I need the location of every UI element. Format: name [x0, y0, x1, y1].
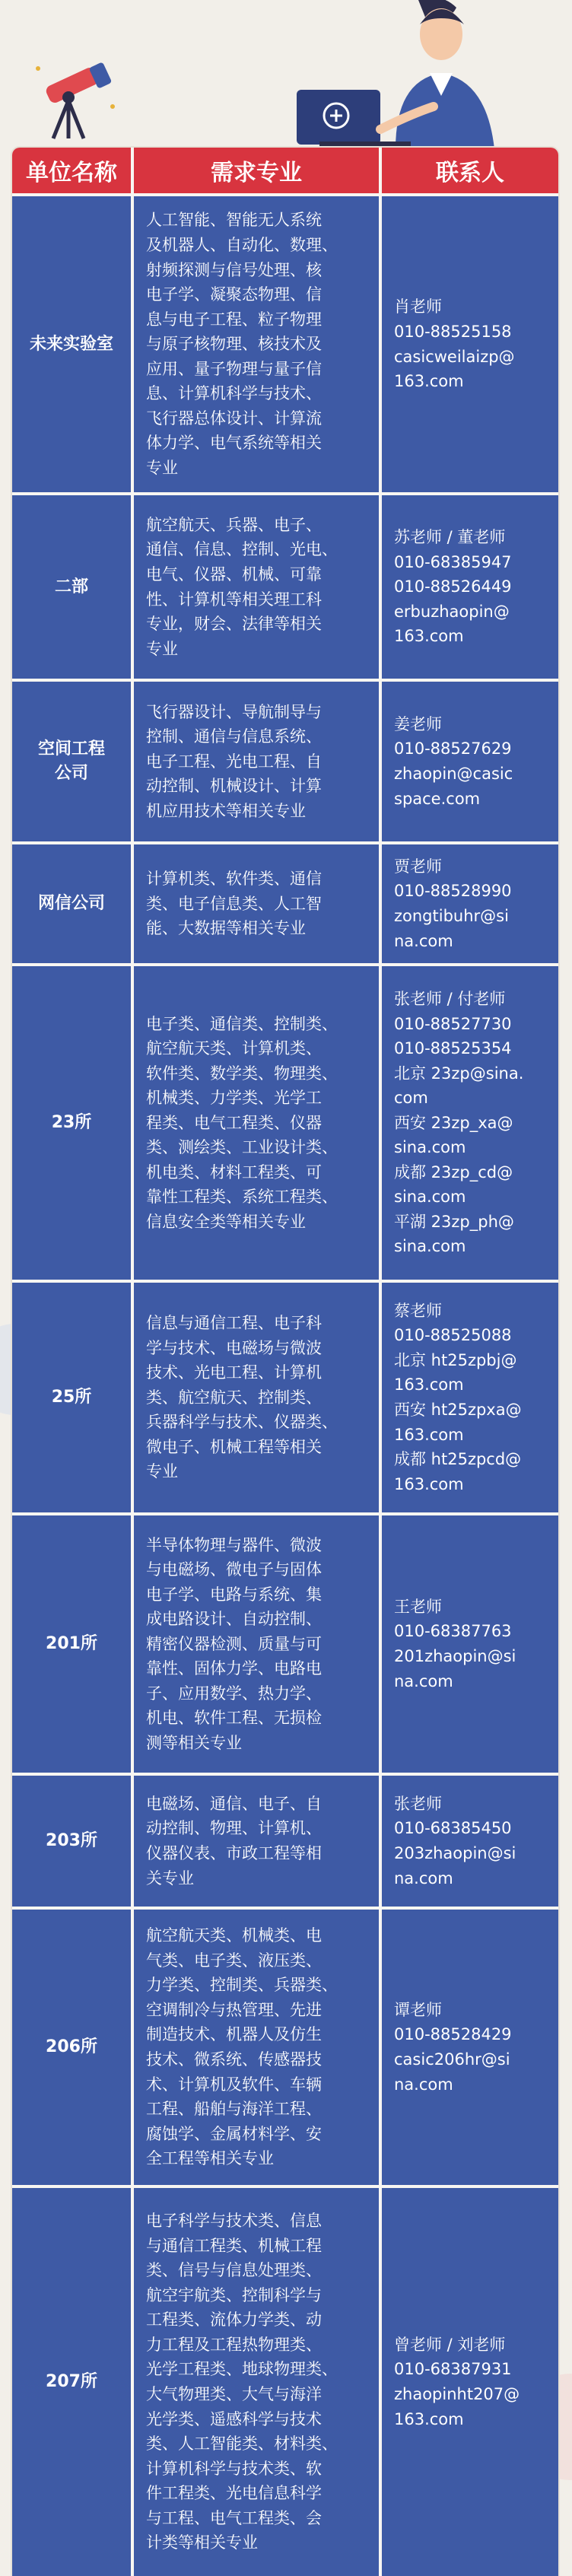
table-row	[12, 1907, 558, 2185]
contact-cell: 蔡老师 010-88525088 北京 ht25zpbj@ 163.com 西安 ht25zpxa@ 163.com 成都 ht25zpcd@ 163.com	[394, 1301, 522, 1493]
header-unit-name: 单位名称	[12, 148, 134, 193]
table-header	[12, 148, 558, 193]
contact-cell: 谭老师 010-88528429 casic206hr@si na.com	[394, 2000, 512, 2094]
unit-cell: 203所	[12, 1776, 134, 1907]
contact-cell: 肖老师 010-88525158 casicweilaizp@ 163.com	[394, 297, 515, 391]
contact-cell: 张老师 / 付老师 010-88527730 010-88525354 北京 23zp@sina. com 西安 23zp_xa@ sina.com 成都 23zp_cd@ sina.com 平湖 23zp_ph@ sina.com	[394, 989, 524, 1256]
unit-cell: 网信公司	[12, 844, 134, 963]
contact-cell: 姜老师 010-88527629 zhaopin@casic space.com	[394, 714, 513, 808]
table-row	[12, 1280, 558, 1512]
unit-cell: 207所	[12, 2188, 134, 2576]
major-cell: 半导体物理与器件、微波 与电磁场、微电子与固体 电子学、电路与系统、集 成电路设计、自动控制、 精密仪器检测、质量与可 靠性、固体力学、电路电 子、应用数学、热力学、 机电、软件工程、无损检 测等相关专业	[134, 1515, 382, 1773]
major-cell: 信息与通信工程、电子科 学与技术、电磁场与微波 技术、光电工程、计算机 类、航空航天、控制类、 兵器科学与技术、仪器类、 微电子、机械工程等相关 专业	[134, 1283, 382, 1512]
major-cell: 计算机类、软件类、通信 类、电子信息类、人工智 能、大数据等相关专业	[134, 844, 382, 963]
table-row	[12, 492, 558, 679]
major-cell: 航空航天、兵器、电子、 通信、信息、控制、光电、 电气、仪器、机械、可靠 性、计算机等相关理工科 专业，财会、法律等相关 专业	[134, 495, 382, 679]
unit-cell: 二部	[12, 495, 134, 679]
header-contact: 联系人	[436, 160, 504, 186]
table-row	[12, 193, 558, 492]
header-required-major: 需求专业	[134, 148, 382, 193]
contact-cell: 苏老师 / 董老师 010-68385947 010-88526449 erbuzhaopin@ 163.com	[394, 528, 512, 646]
person-at-laptop-illustration	[289, 0, 517, 149]
telescope-icon	[30, 53, 122, 145]
table-row	[12, 841, 558, 963]
unit-cell: 201所	[12, 1515, 134, 1773]
major-cell: 航空航天类、机械类、电 气类、电子类、液压类、 力学类、控制类、兵器类、 空调制冷与热管理、先进 制造技术、机器人及仿生 技术、微系统、传感器技 术、计算机及软件、车辆 工程、船舶与海洋工程、 腐蚀学、金属材料学、安 全工程等相关专业	[134, 1910, 382, 2185]
table-row	[12, 679, 558, 841]
major-cell: 人工智能、智能无人系统 及机器人、自动化、数理、 射频探测与信号处理、核 电子学、凝聚态物理、信 息与电子工程、粒子物理 与原子核物理、核技术及 应用、量子物理与量子信 息、计算机科学与技术、 飞行器总体设计、计算流 体力学、电气系统等相关 专业	[134, 196, 382, 492]
major-cell: 电子类、通信类、控制类、 航空航天类、计算机类、 软件类、数学类、物理类、 机械类、力学类、光学工 程类、电气工程类、仪器 类、测绘类、工业设计类、 机电类、材料工程类、可 靠性工程类、系统工程类、 信息安全类等相关专业	[134, 966, 382, 1280]
header-illustration	[0, 0, 572, 149]
unit-cell: 25所	[12, 1283, 134, 1512]
table-row	[12, 963, 558, 1280]
unit-cell: 未来实验室	[12, 196, 134, 492]
table-row	[12, 1512, 558, 1773]
major-cell: 飞行器设计、导航制导与 控制、通信与信息系统、 电子工程、光电工程、自 动控制、机械设计、计算 机应用技术等相关专业	[134, 682, 382, 841]
contact-cell: 贾老师 010-88528990 zongtibuhr@si na.com	[394, 857, 512, 950]
table-row	[12, 1773, 558, 1907]
contact-cell: 曾老师 / 刘老师 010-68387931 zhaopinht207@ 163.com	[394, 2335, 520, 2428]
table-row	[12, 2185, 558, 2576]
major-cell: 电子科学与技术类、信息 与通信工程类、机械工程 类、信号与信息处理类、 航空宇航类、控制科学与 工程类、流体力学类、动 力工程及工程热物理类、 光学工程类、地球物理类、 大气物理类、大气与海洋 光学类、遥感科学与技术 类、人工智能类、材料类、 计算机科学与技术类、软 件工程类、光电信息科学 与工程、电气工程类、会 计类等相关专业	[134, 2188, 382, 2576]
unit-cell: 206所	[12, 1910, 134, 2185]
recruitment-table	[12, 148, 558, 2576]
unit-cell: 空间工程 公司	[12, 682, 134, 841]
major-cell: 电磁场、通信、电子、自 动控制、物理、计算机、 仪器仪表、市政工程等相 关专业	[134, 1776, 382, 1907]
contact-cell: 王老师 010-68387763 201zhaopin@si na.com	[394, 1597, 516, 1690]
unit-cell: 23所	[12, 966, 134, 1280]
contact-cell: 张老师 010-68385450 203zhaopin@si na.com	[394, 1794, 516, 1887]
